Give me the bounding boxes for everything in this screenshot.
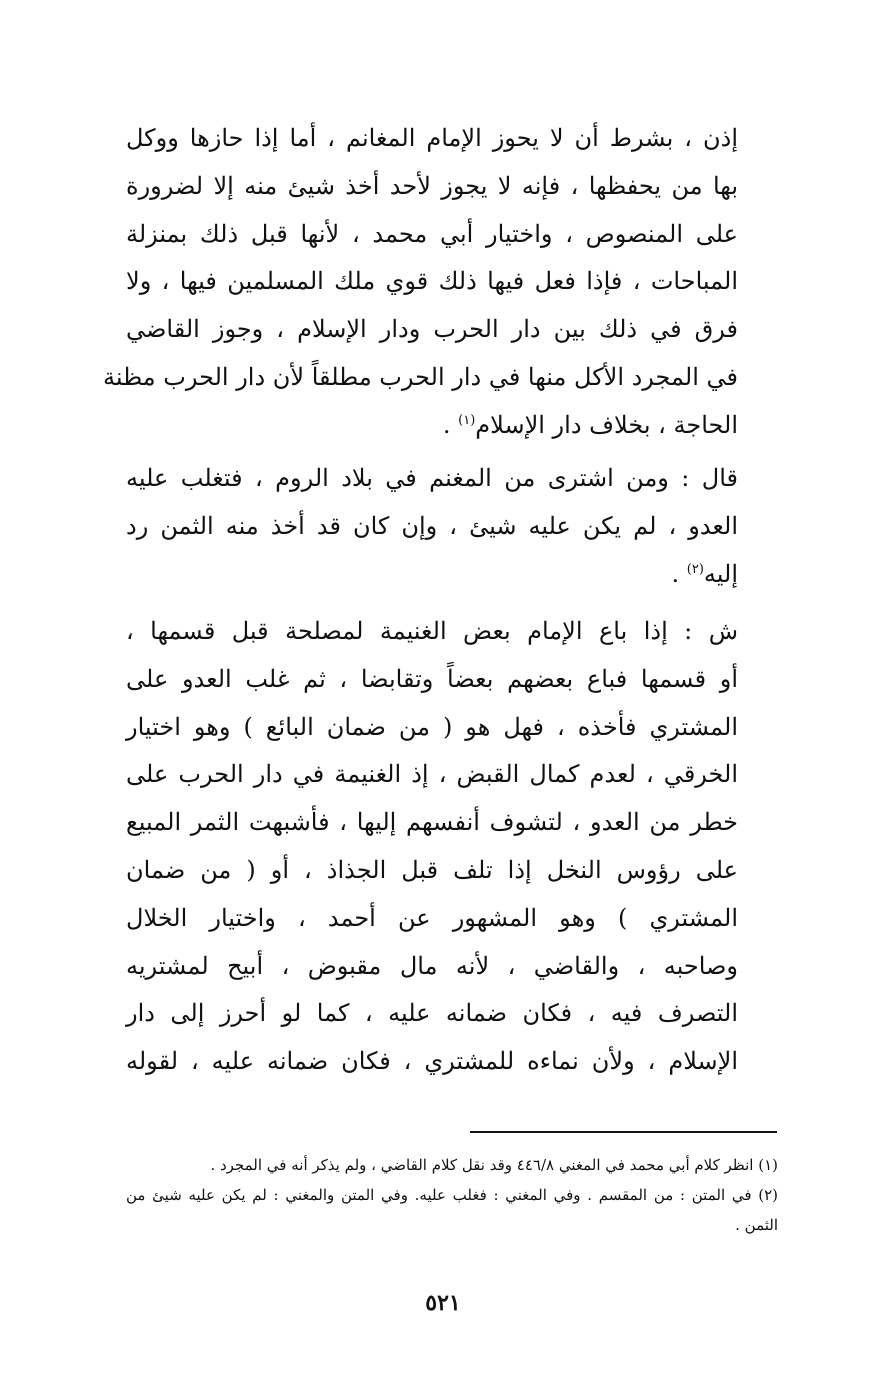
footnote-2-continuation: الثمن . [735,1216,778,1234]
text-line: الخرقي ، لعدم كمال القبض ، إذ الغنيمة في دار الحرب على [126,760,739,789]
paragraph-2 [126,455,738,598]
footnotes [126,1150,778,1240]
text-line: ش : إذا باع الإمام بعض الغنيمة لمصلحة قبل قسمها ، [126,617,738,645]
text-line: على رؤوس النخل إذا تلف قبل الجذاذ ، أو ( من ضمان [126,855,738,884]
footnote-1: (١) انظر كلام أبي محمد في المغني ٤٤٦/٨ وقد نقل كلام القاضي ، ولم يذكر أنه في المجرد . [210,1156,778,1174]
text-line: وصاحبه ، والقاضي ، لأنه مال مقبوض ، أبيح لمشتريه [126,951,738,980]
line-end-punctuation: . [442,410,459,439]
line-end-punctuation: . [671,559,687,588]
text-line: فرق في ذلك بين دار الحرب ودار الإسلام ، وجوز القاضي [126,315,738,344]
text-line: المشتري فأخذه ، فهل هو ( من ضمان البائع ) وهو اختيار [126,712,738,741]
text-line: خطر من العدو ، لتشوف أنفسهم إليها ، فأشبهت الثمر المبيع [126,808,738,837]
text-line: في المجرد الأكل منها في دار الحرب مطلقاً لأن دار الحرب مظنة [103,362,738,391]
footnote-reference-1: (١) [458,412,476,428]
text-line: العدو ، لم يكن عليه شيئ ، وإن كان قد أخذ منه الثمن رد [126,511,738,540]
paragraph-3 [126,608,738,1086]
text-line: بها من يحفظها ، فإنه لا يجوز لأحد أخذ شيئ منه إلا لضرورة [126,171,738,200]
text-line: قال : ومن اشترى من المغنم في بلاد الروم ، فتغلب عليه [126,464,738,492]
page-number: ٥٢١ [425,1290,461,1316]
text-line-last [126,551,738,599]
text-line-last [126,402,738,450]
text-line-content: إليه [703,559,738,588]
text-line: المباحات ، فإذا فعل فيها ذلك قوي ملك المسلمين فيها ، ولا [126,267,738,296]
text-line: التصرف فيه ، فكان ضمانه عليه ، كما لو أحرز إلى دار [126,999,738,1028]
paragraph-1 [103,115,738,450]
text-line: إذن ، بشرط أن لا يحوز الإمام المغانم ، أما إذا حازها ووكل [126,124,738,152]
text-line: الإسلام ، ولأن نماءه للمشتري ، فكان ضمانه عليه ، لقوله [126,1047,738,1076]
footnote-separator [470,1131,777,1133]
text-line: المشتري ) وهو المشهور عن أحمد ، واختيار الخلال [126,903,738,932]
text-line: أو قسمها فباع بعضهم بعضاً وتقابضا ، ثم غلب العدو على [126,664,738,693]
footnote-2: (٢) في المتن : من المقسم . وفي المغني : فغلب عليه. وفي المتن والمغني : لم يكن عليه شيئ من [126,1186,778,1204]
footnote-reference-2: (٢) [686,561,704,577]
text-line-content: الحاجة ، بخلاف دار الإسلام [475,410,738,439]
text-line: على المنصوص ، واختيار أبي محمد ، لأنها قبل ذلك بمنزلة [126,219,738,248]
